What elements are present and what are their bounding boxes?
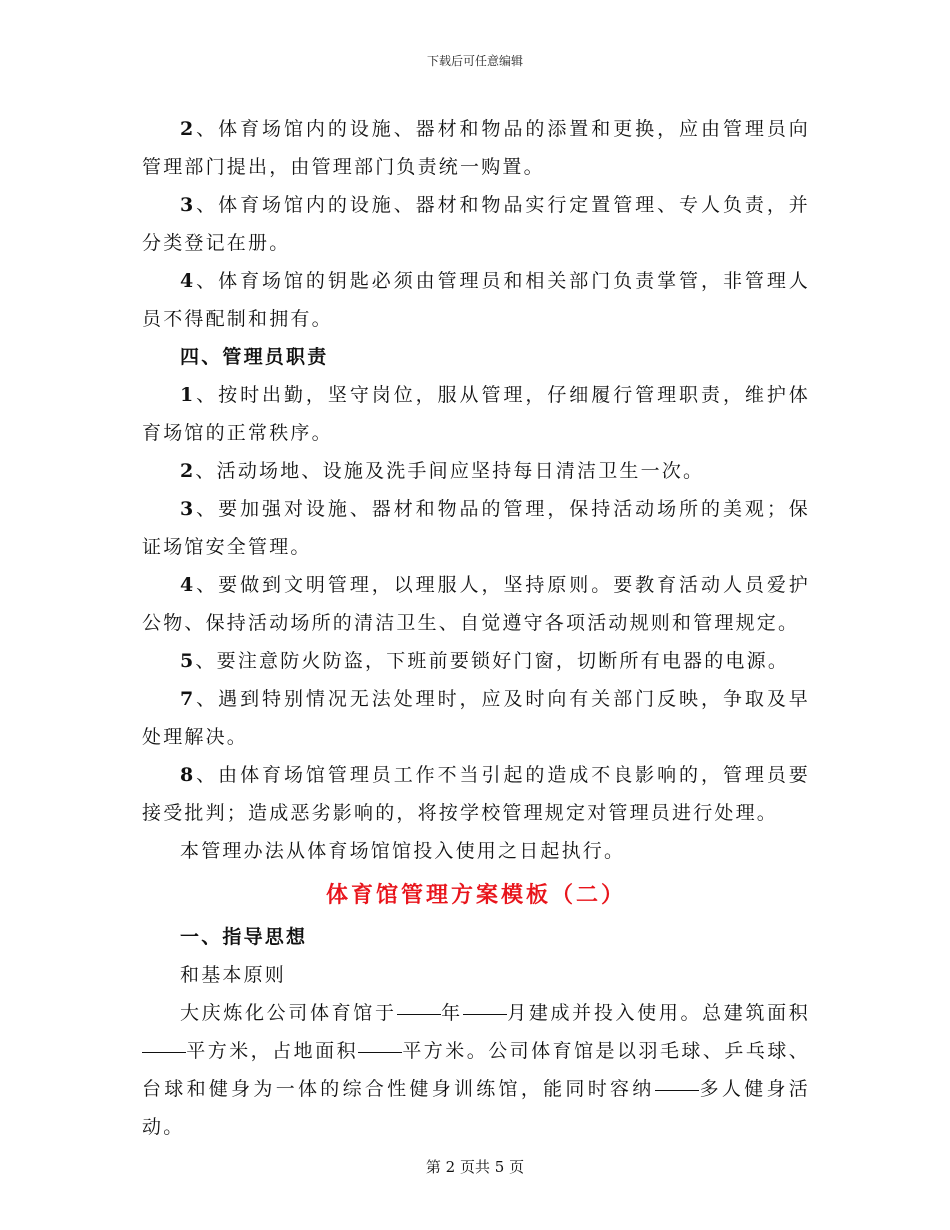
closing-statement: 本管理办法从体育场馆馆投入使用之日起执行。 (180, 840, 626, 862)
part2-subline: 和基本原则 (180, 964, 287, 986)
item-text: 、体育场馆内的设施、器材和物品实行定置管理、专人负责，并分类登记在册。 (142, 194, 810, 254)
intro-text: 多人健身活动。 (142, 1078, 810, 1138)
item-text: 、活动场地、设施及洗手间应坚持每日清洁卫生一次。 (195, 460, 705, 482)
section-heading: 四、管理员职责 (180, 346, 329, 368)
item-number: 4 (180, 270, 196, 292)
list-item (142, 262, 810, 338)
intro-text: 月建成并投入使用。总建筑面积 (506, 1002, 810, 1024)
item-number: 3 (180, 194, 196, 216)
document-body (142, 110, 810, 1146)
list-item (142, 452, 810, 490)
item-number: 3 (180, 498, 196, 520)
list-item (142, 756, 810, 832)
item-text: 、按时出勤，坚守岗位，服从管理，仔细履行管理职责，维护体育场馆的正常秩序。 (142, 384, 810, 444)
list-item (142, 110, 810, 186)
fill-blank (397, 1013, 441, 1015)
section-title: 体育馆管理方案模板（二） (325, 882, 626, 908)
item-text: 、体育场馆内的设施、器材和物品的添置和更换，应由管理员向管理部门提出，由管理部门负责统一购置。 (142, 118, 810, 178)
page-header: 下载后可任意编辑 (426, 54, 523, 68)
item-number: 7 (180, 688, 196, 710)
item-number: 5 (180, 650, 196, 672)
fill-blank (142, 1051, 186, 1053)
item-text: 、遇到特别情况无法处理时，应及时向有关部门反映，争取及早处理解决。 (142, 688, 810, 748)
fill-blank (655, 1089, 699, 1091)
part2-heading: 一、指导思想 (180, 926, 308, 948)
list-item (142, 566, 810, 642)
item-number: 8 (180, 764, 196, 786)
intro-paragraph (142, 994, 810, 1146)
list-item (142, 680, 810, 756)
item-number: 2 (180, 460, 196, 482)
fill-blank (358, 1051, 402, 1053)
item-number: 1 (180, 384, 196, 406)
intro-text: 年 (440, 1002, 463, 1024)
item-text: 、由体育场馆管理员工作不当引起的造成不良影响的，管理员要接受批判；造成恶劣影响的，将按学校管理规定对管理员进行处理。 (142, 764, 810, 824)
intro-text: 平方米。公司体育馆是以羽毛球、乒乓球、台球和健身为一体的综合性健身训练馆，能同时容纳 (142, 1040, 810, 1100)
item-number: 4 (180, 574, 196, 596)
list-item (142, 490, 810, 566)
list-item (142, 642, 810, 680)
item-text: 、体育场馆的钥匙必须由管理员和相关部门负责掌管，非管理人员不得配制和拥有。 (142, 270, 810, 330)
list-item (142, 376, 810, 452)
list-item (142, 186, 810, 262)
item-text: 、要注意防火防盗，下班前要锁好门窗，切断所有电器的电源。 (195, 650, 790, 672)
item-text: 、要做到文明管理，以理服人，坚持原则。要教育活动人员爱护公物、保持活动场所的清洁卫生、自觉遵守各项活动规则和管理规定。 (142, 574, 810, 634)
item-text: 、要加强对设施、器材和物品的管理，保持活动场所的美观；保证场馆安全管理。 (142, 498, 810, 558)
intro-text: 平方米，占地面积 (186, 1040, 359, 1062)
intro-text: 大庆炼化公司体育馆于 (180, 1002, 397, 1024)
item-number: 2 (180, 118, 196, 140)
page-footer: 第 2 页共 5 页 (425, 1158, 525, 1176)
fill-blank (463, 1013, 507, 1015)
